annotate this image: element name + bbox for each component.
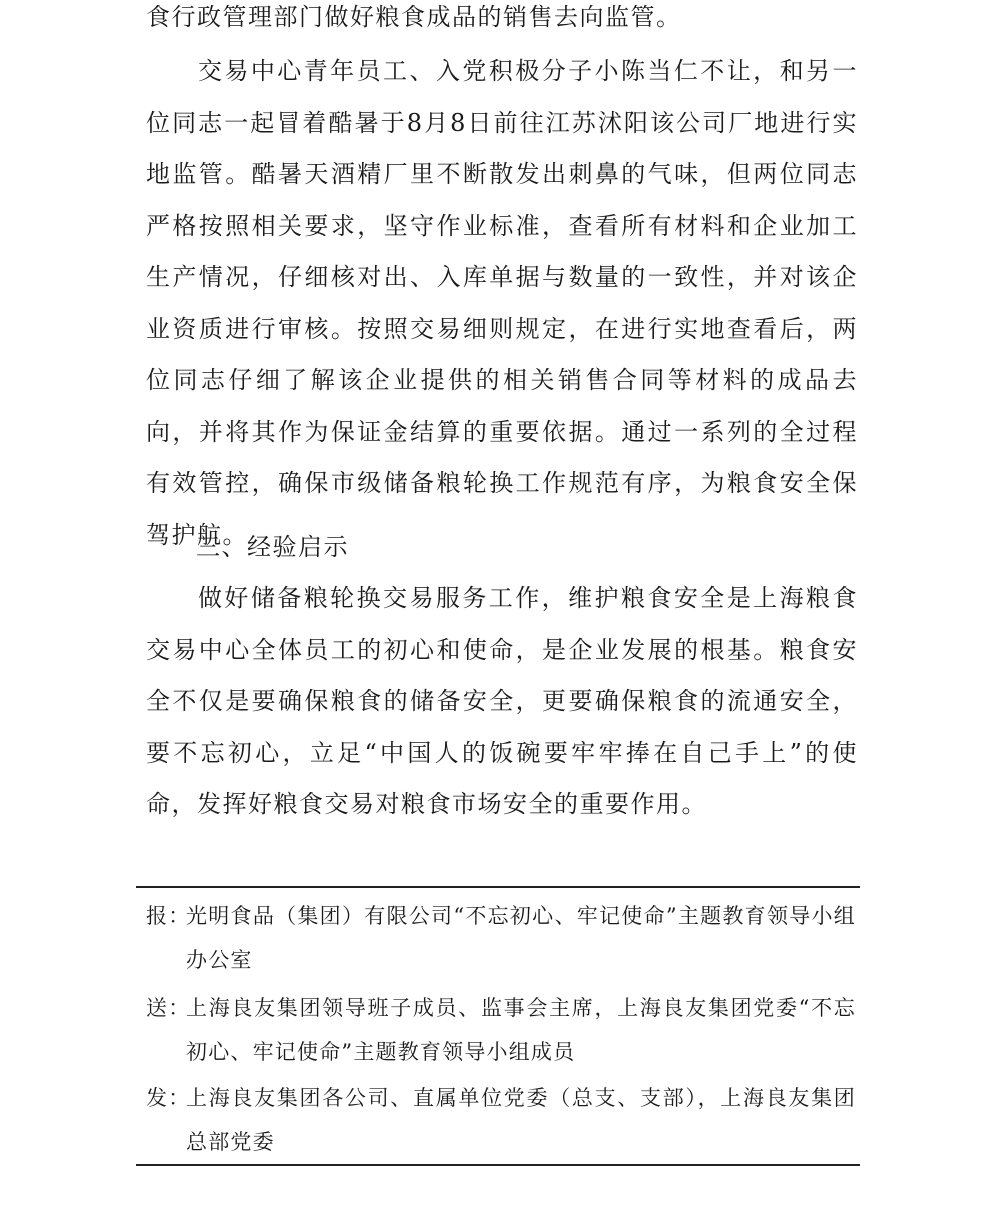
distribution-label: 发：: [146, 1086, 191, 1110]
paragraph-insights: [146, 573, 858, 831]
section-heading: 三、经验启示: [196, 533, 349, 561]
distribution-list: [136, 886, 860, 1166]
distribution-issue: [146, 1076, 856, 1164]
distribution-recipients: 光明食品（集团）有限公司“不忘初心、牢记使命”主题教育领导小组办公室: [186, 904, 856, 972]
paragraph-continuation: [146, 0, 858, 42]
distribution-send: [146, 986, 856, 1074]
paragraph-monitoring: [146, 46, 858, 561]
distribution-label: 送：: [146, 996, 191, 1020]
paragraph-text: 交易中心青年员工、入党积极分子小陈当仁不让，和另一位同志一起冒着酷暑于8月8日前往江苏沭阳该公司厂地进行实地监管。酷暑天酒精厂里不断散发出刺鼻的气味，但两位同志严格按照相关要求，坚守作业标准，查看所有材料和企业加工生产情况，仔细核对出、入库单据与数量的一致性，并对该企业资质进行审核。按照交易细则规定，在进行实地查看后，两位同志仔细了解该企业提供的相关销售合同等材料的成品去向，并将其作为保证金结算的重要依据。通过一系列的全过程有效管控，确保市级储备粮轮换工作规范有序，为粮食安全保驾护航。: [146, 57, 858, 549]
distribution-recipients: 上海良友集团领导班子成员、监事会主席，上海良友集团党委“不忘初心、牢记使命”主题教育领导小组成员: [186, 996, 856, 1064]
paragraph-text: 做好储备粮轮换交易服务工作，维护粮食安全是上海粮食交易中心全体员工的初心和使命，是企业发展的根基。粮食安全不仅是要确保粮食的储备安全，更要确保粮食的流通安全，要不忘初心，立足“中国人的饭碗要牢牢捧在自己手上”的使命，发挥好粮食交易对粮食市场安全的重要作用。: [146, 584, 858, 818]
distribution-report: [146, 894, 856, 982]
paragraph-text: 食行政管理部门做好粮食成品的销售去向监管。: [146, 3, 682, 31]
distribution-recipients: 上海良友集团各公司、直属单位党委（总支、支部），上海良友集团总部党委: [186, 1086, 856, 1154]
distribution-label: 报：: [146, 904, 191, 928]
